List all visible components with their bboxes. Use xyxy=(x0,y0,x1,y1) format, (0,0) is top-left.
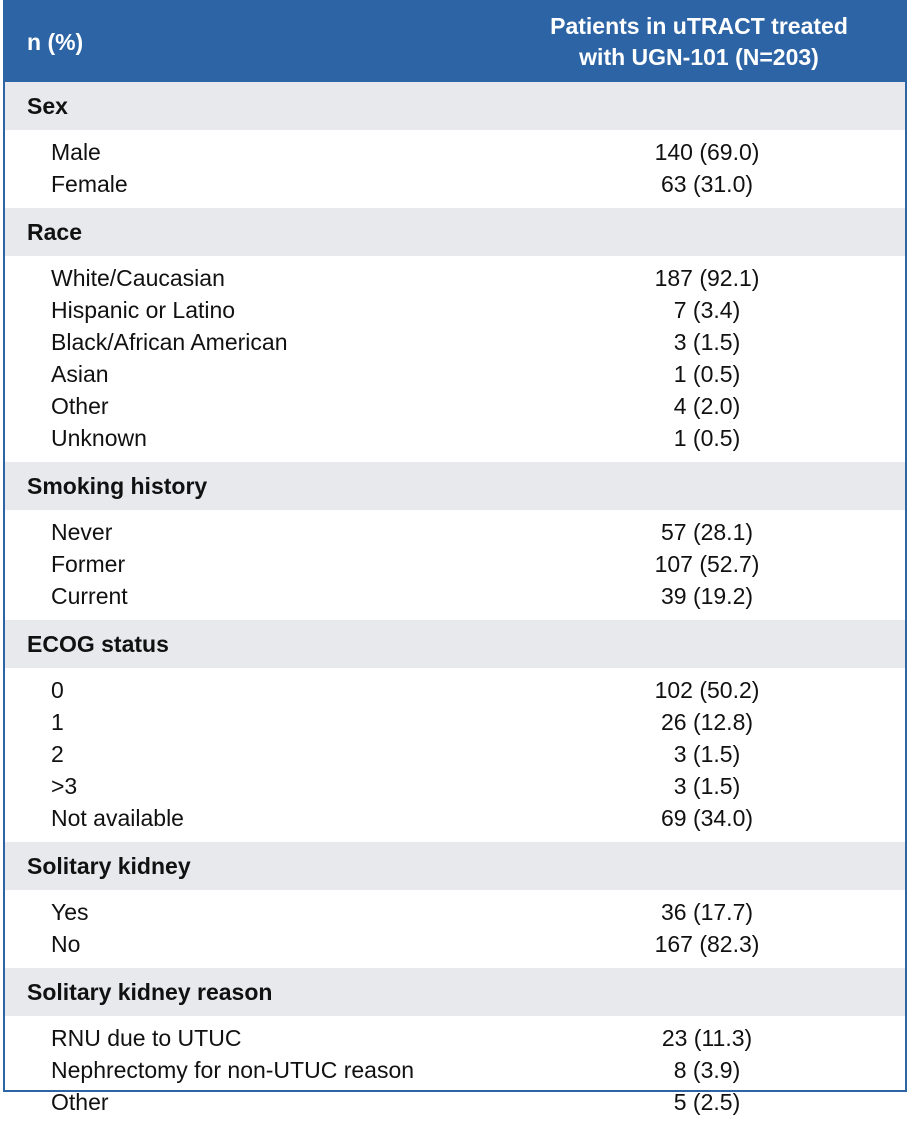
header-label-column: n (%) xyxy=(27,28,84,55)
section-title-solitary-kidney-reason: Solitary kidney reason xyxy=(5,968,905,1016)
section-title-smoking-history: Smoking history xyxy=(5,462,905,510)
row-value: 187 (92.1) xyxy=(654,265,760,291)
row-label: Never xyxy=(51,519,113,545)
section-body-solitary-kidney xyxy=(5,890,905,968)
row-label: 0 xyxy=(51,677,64,703)
row-label: Female xyxy=(51,171,128,197)
table-row xyxy=(5,706,905,738)
table-row xyxy=(5,580,905,612)
row-label: RNU due to UTUC xyxy=(51,1025,242,1051)
row-value: 57 (28.1) xyxy=(660,519,754,545)
section-title-ecog-status: ECOG status xyxy=(5,620,905,668)
table-row xyxy=(5,1086,905,1118)
row-value: 167 (82.3) xyxy=(654,931,760,957)
header-value-column xyxy=(505,11,905,73)
row-value: 3 (1.5) xyxy=(673,741,741,767)
row-value: 102 (50.2) xyxy=(654,677,760,703)
row-value: 107 (52.7) xyxy=(654,551,760,577)
row-label: Unknown xyxy=(51,425,147,451)
row-label: Not available xyxy=(51,805,184,831)
row-label: Asian xyxy=(51,361,109,387)
row-label: Male xyxy=(51,139,101,165)
table-row xyxy=(5,1054,905,1086)
row-value: 39 (19.2) xyxy=(660,583,754,609)
row-value: 5 (2.5) xyxy=(673,1089,741,1115)
table-row xyxy=(5,136,905,168)
table-row xyxy=(5,674,905,706)
section-body-sex xyxy=(5,130,905,208)
table-row xyxy=(5,422,905,454)
row-label: Hispanic or Latino xyxy=(51,297,236,323)
row-value: 140 (69.0) xyxy=(654,139,760,165)
row-value: 3 (1.5) xyxy=(673,773,741,799)
row-value: 23 (11.3) xyxy=(661,1025,753,1051)
row-value: 1 (0.5) xyxy=(673,361,741,387)
table-row xyxy=(5,738,905,770)
row-label: Current xyxy=(51,583,128,609)
section-title-race: Race xyxy=(5,208,905,256)
table-row xyxy=(5,1022,905,1054)
table-header xyxy=(5,2,905,82)
table-row xyxy=(5,390,905,422)
table-row xyxy=(5,928,905,960)
section-body-ecog-status xyxy=(5,668,905,842)
row-label: Black/African American xyxy=(51,329,288,355)
header-value-line2: with UGN-101 (N=203) xyxy=(579,44,819,70)
row-value: 4 (2.0) xyxy=(673,393,741,419)
table-row xyxy=(5,262,905,294)
row-value: 7 (3.4) xyxy=(673,297,741,323)
section-body-smoking-history xyxy=(5,510,905,620)
row-label: Other xyxy=(51,393,109,419)
section-title-sex: Sex xyxy=(5,82,905,130)
row-label: White/Caucasian xyxy=(51,265,225,291)
table-row xyxy=(5,896,905,928)
section-title-solitary-kidney: Solitary kidney xyxy=(5,842,905,890)
table-row xyxy=(5,294,905,326)
row-value: 1 (0.5) xyxy=(673,425,741,451)
section-body-race xyxy=(5,256,905,462)
table-row xyxy=(5,168,905,200)
row-label: Other xyxy=(51,1089,109,1115)
section-body-solitary-kidney-reason xyxy=(5,1016,905,1126)
row-label: Nephrectomy for non-UTUC reason xyxy=(51,1057,415,1083)
table-row xyxy=(5,516,905,548)
table-row xyxy=(5,770,905,802)
row-label: 1 xyxy=(51,709,64,735)
demographics-table xyxy=(3,0,907,1115)
row-label: Former xyxy=(51,551,126,577)
table-row xyxy=(5,802,905,834)
row-label: >3 xyxy=(51,773,78,799)
row-label: 2 xyxy=(51,741,64,767)
row-value: 3 (1.5) xyxy=(673,329,741,355)
row-value: 69 (34.0) xyxy=(660,805,754,831)
table-row xyxy=(5,326,905,358)
row-value: 8 (3.9) xyxy=(673,1057,741,1083)
header-value-line1: Patients in uTRACT treated xyxy=(550,13,848,39)
row-value: 63 (31.0) xyxy=(660,171,754,197)
row-value: 26 (12.8) xyxy=(660,709,754,735)
table-row xyxy=(5,358,905,390)
row-value: 36 (17.7) xyxy=(660,899,754,925)
row-label: No xyxy=(51,931,81,957)
table-row xyxy=(5,548,905,580)
row-label: Yes xyxy=(51,899,89,925)
